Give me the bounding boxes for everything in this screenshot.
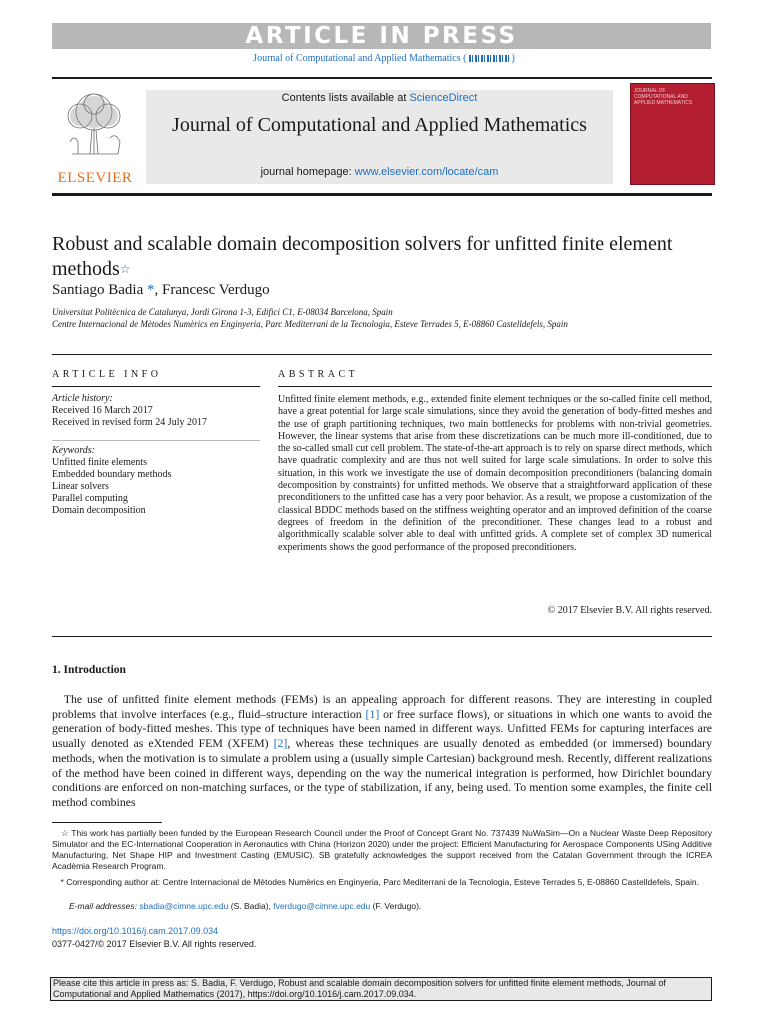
citation-link-2[interactable]: [2]	[273, 736, 288, 751]
article-in-press-banner: ARTICLE IN PRESS	[52, 23, 711, 49]
citation-box: Please cite this article in press as: S. Badia, F. Verdugo, Robust and scalable domain decomposition solvers for unfitted finite element methods, Journal of Computational and Applied Mathematics (2017), https://doi.org/10.1016/j.cam.2017.09.034.	[50, 977, 712, 1001]
intro-text-3: , whereas these techniques are usually denoted as embedded (or immersed) boundary methods, when the motivation is to simulate a problem using a (usually simple Cartesian) background mesh. Recently, different realizations of the method have been coined in different ways, depending on the way the numerical integration is performed, how Dirichlet boundary conditions are enforced on non-matching surfaces, or the type of stabilization, if any, being used. To mention some examples, the finite cell method combines	[52, 736, 712, 809]
footnote-mark-2: *	[60, 877, 64, 887]
corresponding-footnote-text: Corresponding author at: Centre Internacional de Mètodes Numèrics en Enginyeria, Parc Mediterrani de la Tecnologia, Esteve Terrades 5, E-08860 Castelldefels, Spain.	[66, 877, 700, 887]
journal-cover-title: JOURNAL OF COMPUTATIONAL AND APPLIED MATHEMATICS	[634, 88, 693, 106]
affiliation-1: Universitat Politècnica de Catalunya, Jordi Girona 1-3, Edifici C1, E-08034 Barcelona, Spain	[52, 307, 393, 317]
email-link-verdugo[interactable]: fverdugo@cimne.upc.edu	[273, 901, 371, 911]
paper-title	[52, 232, 712, 282]
article-history	[52, 393, 257, 429]
header-rule	[52, 193, 712, 196]
intro-text-1: The use of unfitted finite element methods (FEMs) is an appealing approach for different reasons. They are interesting in coupled problems that involve interfaces (e.g., fluid–structure interaction	[52, 692, 712, 721]
homepage-link[interactable]: www.elsevier.com/locate/cam	[354, 166, 499, 178]
email-link-badia[interactable]: sbadia@cimne.upc.edu	[139, 901, 229, 911]
authors	[52, 282, 712, 299]
footnote-mark-1: ☆	[60, 828, 69, 838]
journal-title: Journal of Computational and Applied Mathematics	[172, 114, 587, 136]
history-label: Article history:	[52, 393, 113, 404]
tree-icon	[52, 90, 136, 162]
corresponding-footnote	[52, 877, 712, 888]
funding-footnote-text: This work has partially been funded by the European Research Council under the Proof of Concept Grant No. 737439 NuWaSim—On a Nuclear Waste Deep Repository Simulator and the EC-International Cooperation in Aeronautics with China (Horizon 2020) under the project: Efficient Manufacturing for Aerospace Components USing Additive Manufacturing, Net Shape HIP and Investment Casting (EMUSIC). SB gratefully acknowledges the support received from the Catalan Government through the ICREA Acadèmia Research Program.	[52, 828, 712, 871]
email-name-badia: (S. Badia),	[228, 901, 274, 911]
history-divider	[52, 440, 260, 441]
citation-link-1[interactable]: [1]	[365, 706, 380, 721]
journal-reference	[0, 53, 768, 64]
section-rule-bottom	[52, 636, 712, 637]
funding-footnote	[52, 828, 712, 872]
homepage-prefix: journal homepage:	[260, 166, 355, 178]
doi-link[interactable]: https://doi.org/10.1016/j.cam.2017.09.034	[52, 926, 219, 936]
abstract-heading: ABSTRACT	[278, 369, 359, 380]
keywords-label: Keywords:	[52, 445, 95, 456]
intro-text-2: or free surface flows), or situations in which one wants to avoid the generation of body-fitted meshes. This type of techniques have been named in different ways. Unfitted FEMs for capturing interfaces are usually denoted as eXtended FEM (XFEM)	[52, 706, 712, 751]
email-footnote	[52, 901, 712, 912]
keyword-item: Linear solvers	[52, 481, 109, 492]
footnote-rule	[52, 822, 162, 823]
abstract-rule	[278, 386, 712, 387]
corresponding-author-mark[interactable]: *	[146, 282, 155, 298]
title-footnote-mark[interactable]: ☆	[119, 262, 131, 276]
revised-date: Received in revised form 24 July 2017	[52, 417, 207, 428]
abstract-text: Unfitted finite element methods, e.g., extended finite element techniques or the so-called finite cell method, have a great potential for large scale simulations, since they avoid the generation of body-fitted meshes and the use of graph partitioning techniques, two main bottlenecks for problems with non-trivial geometries. However, the linear systems that arise from these discretizations can be much more ill-conditioned, due to the so-called small cut cell problem. The state-of-the-art approach is to rely on sparse direct methods, which have quadratic complexity and are thus not well suited for large scale simulations. In order to solve this situation, in this work we investigate the use of domain decomposition preconditioners (balancing domain decomposition by constraints) for unfitted methods. We observe that a straightforward application of these preconditioners to the unfitted case has a very poor behavior. As a result, we propose a customization of the classical BDDC methods based on the stiffness weighting operator and an improved definition of the coarse degrees of freedom in the definition of the preconditioner. These changes lead to a robust and algorithmically scalable solver able to deal with unfitted grids. A complete set of complex 3D numerical experiments shows the good performance of the proposed preconditioners.	[278, 394, 712, 553]
article-info-heading: ARTICLE INFO	[52, 369, 162, 380]
keyword-item: Parallel computing	[52, 493, 128, 504]
article-info-rule	[52, 386, 260, 387]
issn-line: 0377-0427/© 2017 Elsevier B.V. All rights reserved.	[52, 939, 257, 949]
sciencedirect-link[interactable]: ScienceDirect	[409, 92, 478, 104]
author-badia: Santiago Badia	[52, 282, 144, 298]
introduction-paragraph	[52, 692, 712, 810]
journal-reference-suffix: )	[511, 53, 515, 64]
elsevier-wordmark: ELSEVIER	[57, 170, 133, 186]
introduction-heading: 1. Introduction	[52, 664, 126, 676]
keyword-item: Embedded boundary methods	[52, 469, 172, 480]
email-name-verdugo: (F. Verdugo).	[370, 901, 422, 911]
top-rule	[52, 77, 712, 79]
keyword-item: Domain decomposition	[52, 505, 146, 516]
email-label: E-mail addresses:	[69, 901, 138, 911]
paper-title-text: Robust and scalable domain decomposition solvers for unfitted finite element methods	[52, 233, 673, 280]
journal-reference-text: Journal of Computational and Applied Mathematics (	[253, 53, 467, 64]
keyword-item: Unfitted finite elements	[52, 457, 147, 468]
section-rule	[52, 354, 712, 355]
author-verdugo: , Francesc Verdugo	[154, 282, 270, 298]
journal-homepage-line	[146, 166, 613, 178]
keywords	[52, 445, 257, 517]
placeholder-bar-icon	[469, 55, 511, 62]
contents-prefix: Contents lists available at	[281, 92, 410, 104]
received-date: Received 16 March 2017	[52, 405, 153, 416]
abstract-copyright: © 2017 Elsevier B.V. All rights reserved.	[547, 605, 712, 616]
contents-line	[146, 92, 613, 104]
affiliation-2: Centre Internacional de Mètodes Numèrics en Enginyeria, Parc Mediterrani de la Tecnologia, Esteve Terrades 5, E-08860 Castelldefels, Spain	[52, 319, 568, 329]
